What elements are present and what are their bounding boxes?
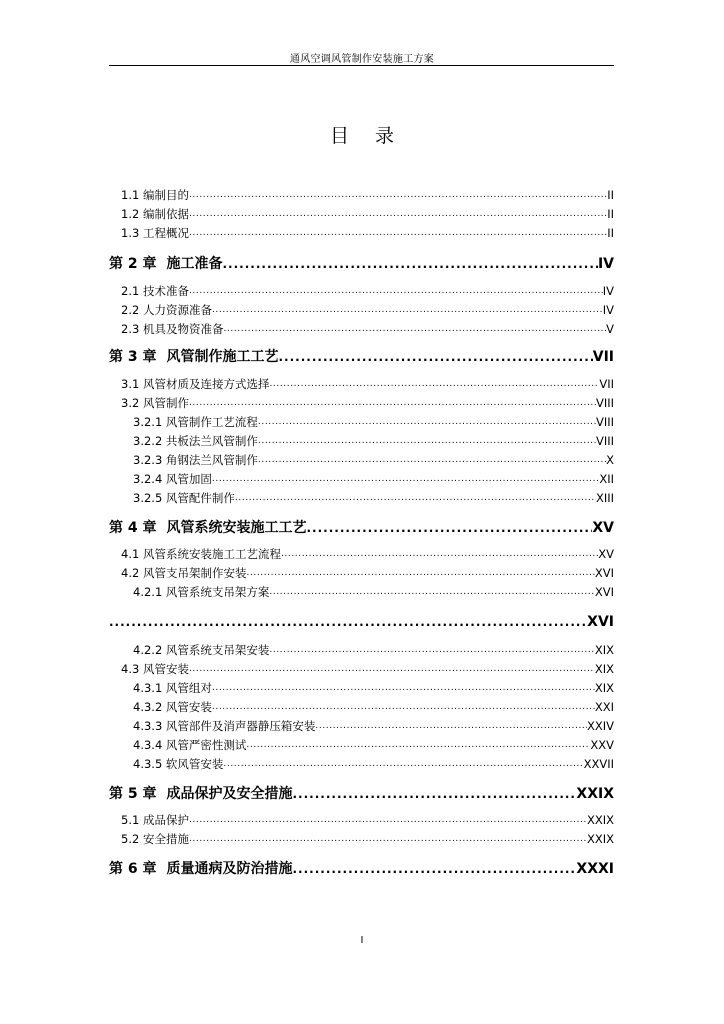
toc-page-number: VII: [592, 349, 614, 365]
toc-entry-label: 3.2.5 风管配件制作: [133, 491, 235, 505]
toc-entry[interactable]: [133, 472, 614, 487]
toc-entry[interactable]: [133, 491, 614, 506]
toc-entry[interactable]: [121, 303, 614, 318]
toc-entry[interactable]: [133, 757, 614, 772]
toc-dot-leader: [223, 322, 606, 337]
toc-entry-label: 3.2.3 角钢法兰风管制作: [133, 453, 258, 467]
toc-page-number: VIII: [595, 415, 614, 429]
toc-page-number: XV: [598, 547, 614, 561]
toc-dot-leader: [189, 284, 603, 299]
toc-page-number: II: [607, 226, 614, 240]
toc-page-number: XII: [599, 472, 614, 486]
toc-entry-label: 3.2 风管制作: [121, 396, 189, 410]
toc-chapter-number: 第 2 章: [109, 256, 157, 272]
toc-entry-label: 成品保护及安全措施: [166, 786, 293, 802]
toc-dot-leader: [269, 643, 594, 658]
toc-entry-label: 4.3.2 风管安装: [133, 700, 212, 714]
toc-page-number: XXVII: [583, 757, 614, 771]
toc-entry[interactable]: [133, 700, 614, 715]
toc-page-number: XXIV: [586, 719, 614, 733]
page-number: I: [360, 935, 364, 946]
toc-entry[interactable]: [121, 566, 614, 581]
toc-entry-label: 质量通病及防治措施: [166, 861, 293, 877]
toc-dot-leader: [235, 491, 596, 506]
toc-entry-label: 4.3 风管安装: [121, 662, 189, 676]
toc-dot-leader: [212, 303, 603, 318]
toc-entry-label: 风管系统安装施工工艺: [166, 520, 307, 536]
toc-page-number: VII: [599, 377, 614, 391]
header-divider: [109, 65, 614, 66]
toc-entry[interactable]: [121, 832, 614, 847]
toc-dot-leader: [189, 396, 596, 411]
toc-entry[interactable]: [121, 207, 614, 222]
toc-page-number: IV: [602, 284, 614, 298]
toc-entry-label: 2.1 技术准备: [121, 284, 189, 298]
toc-entry-label: 1.3 工程概况: [121, 226, 189, 240]
toc-dot-leader: [246, 566, 594, 581]
toc-entry-label: 5.1 成品保护: [121, 813, 189, 827]
toc-entry[interactable]: [109, 254, 614, 274]
toc-page-number: V: [606, 322, 614, 336]
toc-page-number: XXXI: [576, 861, 614, 877]
toc-page-number: XIX: [594, 662, 614, 676]
toc-entry-label: 4.2.2 风管系统支吊架安装: [133, 643, 270, 657]
toc-chapter-number: 第 5 章: [109, 786, 157, 802]
toc-entry-label: 施工准备: [166, 256, 223, 272]
toc-dot-leader: [258, 415, 596, 430]
toc-page-number: XIII: [595, 491, 614, 505]
toc-entry-label: 3.2.2 共板法兰风管制作: [133, 434, 258, 448]
toc-dot-leader: [258, 434, 596, 449]
toc-entry-label: 1.1 编制目的: [121, 188, 189, 202]
toc-entry-label: 3.2.1 风管制作工艺流程: [133, 415, 258, 429]
toc-chapter-number: 第 6 章: [109, 861, 157, 877]
toc-dot-leader: [293, 784, 577, 804]
toc-entry[interactable]: [121, 813, 614, 828]
toc-entry[interactable]: [121, 322, 614, 337]
toc-dot-leader: [246, 738, 590, 753]
toc-page-number: XV: [592, 520, 614, 536]
toc-page-number: XVI: [594, 585, 614, 599]
toc-entry-label: 4.3.1 风管组对: [133, 681, 212, 695]
toc-dot-leader: [269, 585, 594, 600]
toc-entry[interactable]: [133, 719, 614, 734]
toc-entry-label: 4.2.1 风管系统支吊架方案: [133, 585, 270, 599]
toc-dot-leader: [189, 226, 607, 241]
document-header-title: 通风空调风管制作安装施工方案: [289, 54, 435, 65]
toc-entry[interactable]: [133, 681, 614, 696]
toc-page-number: XXIX: [576, 786, 614, 802]
toc-page-number: XIX: [594, 681, 614, 695]
toc-entry[interactable]: [121, 547, 614, 562]
toc-entry-label: 4.3.5 软风管安装: [133, 757, 224, 771]
toc-dot-leader: [258, 453, 606, 468]
toc-page-number: IV: [597, 256, 614, 272]
toc-entry[interactable]: [109, 347, 614, 367]
toc-title-part2: 录: [375, 125, 395, 147]
toc-entry-label: 风管制作施工工艺: [166, 349, 279, 365]
toc-entry-label: 4.3.3 风管部件及消声器静压箱安装: [133, 719, 316, 733]
toc-page-number: XVI: [587, 614, 614, 630]
toc-entry[interactable]: [133, 643, 614, 658]
toc-entry[interactable]: [109, 518, 614, 538]
toc-entry-label: 2.3 机具及物资准备: [121, 322, 224, 336]
toc-page-number: XXIX: [586, 813, 614, 827]
toc-dot-leader: [279, 347, 593, 367]
toc-page-number: XXIX: [586, 832, 614, 846]
toc-page-number: X: [606, 453, 614, 467]
toc-entry[interactable]: [109, 784, 614, 804]
toc-entry[interactable]: [121, 377, 614, 392]
toc-dot-leader: [281, 547, 598, 562]
toc-title: [0, 121, 724, 148]
toc-dot-leader: [269, 377, 599, 392]
toc-dot-leader: [212, 472, 599, 487]
toc-dot-leader: [293, 859, 577, 879]
toc-entry[interactable]: [133, 453, 614, 468]
toc-dot-leader: [189, 662, 595, 677]
toc-page-number: VIII: [595, 434, 614, 448]
toc-dot-leader: [307, 518, 593, 538]
toc-dot-leader: [212, 700, 595, 715]
toc-dot-leader: [189, 832, 587, 847]
toc-chapter-number: 第 4 章: [109, 520, 157, 536]
toc-dot-leader: [212, 681, 595, 696]
toc-entry-label: 4.3.4 风管严密性测试: [133, 738, 247, 752]
toc-entry-label: 2.2 人力资源准备: [121, 303, 212, 317]
toc-entry[interactable]: [121, 226, 614, 241]
toc-entry[interactable]: [133, 434, 614, 449]
toc-entry[interactable]: [109, 859, 614, 879]
toc-entry-label: 1.2 编制依据: [121, 207, 189, 221]
toc-page-number: XVI: [594, 566, 614, 580]
toc-entry[interactable]: [133, 738, 614, 753]
toc-entry[interactable]: [121, 284, 614, 299]
toc-entry[interactable]: [133, 415, 614, 430]
toc-entry[interactable]: [133, 585, 614, 600]
toc-page-number: II: [607, 207, 614, 221]
toc-page-number: XIX: [594, 643, 614, 657]
toc-entry-label: 3.2.4 风管加固: [133, 472, 212, 486]
toc-title-part1: 目: [329, 125, 349, 147]
toc-entry-label: 5.2 安全措施: [121, 832, 189, 846]
toc-dot-leader: [189, 813, 587, 828]
toc-chapter-number: 第 3 章: [109, 349, 157, 365]
toc-entry-label: 4.1 风管系统安装施工工艺流程: [121, 547, 281, 561]
toc-dot-leader: [223, 757, 583, 772]
toc-entry-label: 3.1 风管材质及连接方式选择: [121, 377, 270, 391]
toc-entry[interactable]: [121, 188, 614, 203]
toc-page-number: XXI: [594, 700, 614, 714]
toc-entry[interactable]: [121, 662, 614, 677]
toc-page-number: XXV: [590, 738, 614, 752]
toc-dot-leader: [189, 188, 607, 203]
toc-entry[interactable]: [121, 396, 614, 411]
toc-entry-label: 4.2 风管支吊架制作安装: [121, 566, 247, 580]
toc-page-number: VIII: [595, 396, 614, 410]
toc-dot-leader: [223, 254, 598, 274]
toc-dot-leader: [189, 207, 607, 222]
toc-dot-leader: [315, 719, 587, 734]
toc-dot-leader: [109, 612, 587, 632]
toc-page-number: II: [607, 188, 614, 202]
toc-entry[interactable]: [109, 612, 614, 632]
toc-page-number: IV: [602, 303, 614, 317]
